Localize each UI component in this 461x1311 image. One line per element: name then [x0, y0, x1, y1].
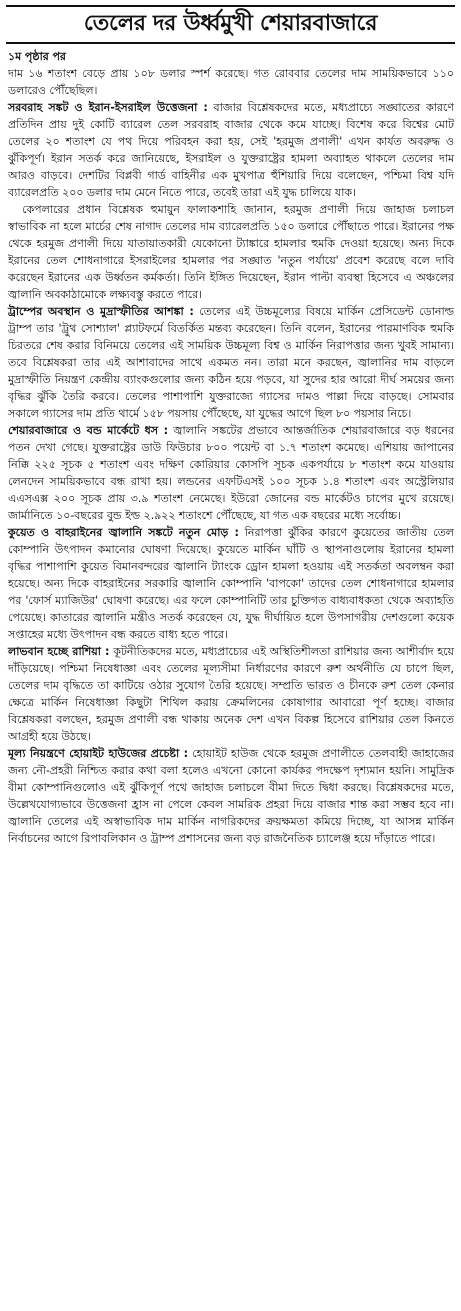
- paragraph-text: জ্বালানি সঙ্কটের প্রভাবে আন্তর্জাতিক শেয়ারবাজারে বড় ধরনের পতন দেখা গেছে। যুক্তরাষ্ট্রের ডাউ ফিউচার ৮০০ পয়েন্ট বা ১.৭ শতাংশ কমেছে। এশিয়ায় জাপানের নিক্কি ২২৫ সূচক ৫ শতাংশ এবং দক্ষিণ কোরিয়ার কোসপি সূচক একপর্যায়ে ৮ শতাংশ কমে যাওয়ায় লেনদেন সাময়িকভাবে বন্ধ রাখা হয়। লন্ডনের এফটিএসই ১০০ সূচক ১.৪ শতাংশ এবং অস্ট্রেলিয়ার এএসএক্স ২০০ সূচক প্রায় ৩.৯ শতাংশ নেমেছে। ইউরো জোনের বন্ড মার্কেটও চাপের মুখে রয়েছে। জার্মানিতে ১০-বছরের বুন্ড ইল্ড ২.৯২২ শতাংশে পৌঁছেছে, যা গত এক বছরের মধ্যে সর্বোচ্চ।: [8, 424, 454, 522]
- subheading-market-crash: শেয়ারবাজারে ও বন্ড মার্কেটে ধস :: [8, 424, 168, 437]
- paragraph-text: কূটনীতিকদের মতে, মধ্যপ্রাচ্যের এই অস্থিতিশীলতা রাশিয়ার জন্য আশীর্বাদ হয়ে দাঁড়িয়েছে। পশ্চিমা নিষেধাজ্ঞা এবং তেলের মূল্যসীমা নির্ধারণের কারণে রুশ অর্থনীতি যে চাপে ছিল, তেলের দাম বৃদ্ধিতে তা কাটিয়ে ওঠার সুযোগ তৈরি হয়েছে। সম্প্রতি ভারত ও চীনকে রুশ তেল কেনার ক্ষেত্রে মার্কিন নিষেধাজ্ঞা কিছুটা শিথিল করায় ক্রেমলিনের কোষাগার আবারো পূর্ণ হচ্ছে। বাজার বিশ্লেষকরা বলছেন, হরমুজ প্রণালী বন্ধ থাকায় অনেক দেশ এখন বিকল্প হিসেবে রাশিয়ার তেল কিনতে আগ্রহী হয়ে উঠছে।: [8, 645, 454, 743]
- paragraph-text: কেপলারের প্রধান বিশ্লেষক হুমায়ুন ফালাকশাহি জানান, হরমুজ প্রণালী দিয়ে জাহাজ চলাচল স্বাভাবিক না হলে মার্চের শেষ নাগাদ তেলের দাম ব্যারেলপ্রতি ১৫০ ডলারে পৌঁছাতে পারে। ইরানের পক্ষ থেকে হরমুজ প্রণালী দিয়ে যাতায়াতকারী যেকোনো ট্যাঙ্কারে হামলার হুমকি দেওয়া হয়েছে। অন্য দিকে ইরানের তেল শোধনাগারে ইসরাইলের হামলার পর সঙ্ঘাত 'নতুন পর্যায়ে' প্রবেশ করেছে বলে দাবি করেছেন ইরানের এক উর্ধ্বতন কর্মকর্তা। তিনি ইঙ্গিত দিয়েছেন, ইরান পাল্টা ব্যবস্থা হিসেবে এ অঞ্চলের জ্বালানি অবকাঠামোকে লক্ষ্যবস্তু করতে পারে।: [8, 203, 454, 301]
- headline: তেলের দর উর্ধ্বমুখী শেয়ারবাজারে: [83, 11, 378, 36]
- subheading-russia: লাভবান হচ্ছে রাশিয়া :: [8, 645, 110, 658]
- paragraph-supply-crisis: [8, 99, 454, 201]
- paragraph-text: তেলের এই উচ্চমূল্যের বিষয়ে মার্কিন প্রেসিডেন্ট ডোনাল্ড ট্রাম্প তার 'ট্রুথ সোশ্যাল' প্ল্যাটফর্মে বিতর্কিত মন্তব্য করেছেন। তিনি বলেন, ইরানের পারমাণবিক হুমকি চিরতরে শেষ করার বিনিময়ে তেলের এই সাময়িক উচ্চমূল্য বিশ্ব ও মার্কিন নিরাপত্তার জন্য খুবই সামান্য। তবে বিশ্লেষকরা তার এই আশাবাদের সাথে একমত নন। তারা মনে করছেন, জ্বালানির দাম বাড়লে মুদ্রাস্ফীতি নিয়ন্ত্রণ কেন্দ্রীয় ব্যাংকগুলোর জন্য কঠিন হয়ে পড়বে, যা সুদের হার আরো দীর্ঘ সময়ের জন্য বৃদ্ধির ঝুঁকি তৈরি করবে। তেলের পাশাপাশি যুক্তরাজ্যে গ্যাসের দামও পাল্লা দিয়ে বাড়ছে। সোমবার সকালে গ্যাসের দাম প্রতি থার্মে ১৫৮ পয়সায় পৌঁছেছে, যা যুদ্ধের আগে ছিল ৮০ পয়সার নিচে।: [8, 305, 455, 420]
- paragraph-text: হোয়াইট হাউজ থেকে হরমুজ প্রণালীতে তেলবাহী জাহাজের জন্য নৌ-প্রহরী নিশ্চিত করার কথা বলা হলেও এখনো কোনো কার্যকর পদক্ষেপ দৃশ্যমান হয়নি। সামুদ্রিক বীমা কোম্পানিগুলোও এই ঝুঁকিপূর্ণ পথে জাহাজ চলাচলে বীমা দিতে দ্বিধা করছে। বিশ্লেষকদের মতে, উল্লেখযোগ্যভাবে উত্তেজনা হ্রাস না পেলে কেবল সামরিক প্রহরা দিয়ে বাজার শান্ত করা সম্ভব হবে না। জ্বালানি তেলের এই অস্বাভাবিক দাম মার্কিন নাগরিকদের ক্রয়ক্ষমতা কমিয়ে দিচ্ছে, যা আসন্ন মার্কিন নির্বাচনের আগে রিপাবলিকান ও ট্রাম্প প্রশাসনের জন্য বড় রাজনৈতিক চ্যালেঞ্জ হয়ে দাঁড়াতে পারে।: [8, 747, 454, 845]
- article-body: [0, 48, 461, 847]
- paragraph-intro: [8, 65, 454, 99]
- paragraph-text: নিরাপত্তা ঝুঁকির কারণে কুয়েতের জাতীয় তেল কোম্পানি উৎপাদন কমানোর ঘোষণা দিয়েছে। কুয়েতে মার্কিন ঘাঁটি ও স্থাপনাগুলোয় ইরানের হামলা বৃদ্ধির পাশাপাশি কুয়েত বিমানবন্দরের জ্বালানি ট্যাংকে ড্রোন হামলা হওয়ায় এই সতর্কতা অবলম্বন করা হয়েছে। অন্য দিকে বাহরাইনের সরকারি জ্বালানি কোম্পানি 'বাপকো' তাদের তেল শোধনাগারে হামলার পর 'ফোর্স ম্যাজিউর' ঘোষণা করেছে। এর ফলে কোম্পানিটি তার চুক্তিগত বাধ্যবাধকতা থেকে অব্যাহতি পেয়েছে। কাতারের জ্বালানি মন্ত্রীও সতর্ক করেছেন যে, যুদ্ধ দীর্ঘায়িত হলে উপসাগরীয় দেশগুলো কয়েক সপ্তাহের মধ্যে উৎপাদন বন্ধ করতে বাধ্য হতে পারে।: [8, 526, 454, 641]
- subheading-supply-crisis: সরবরাহ সঙ্কট ও ইরান-ইসরাইল উত্তেজনা :: [8, 101, 208, 114]
- paragraph-market-crash: [8, 422, 454, 524]
- subheading-trump-inflation: ট্রাম্পের অবস্থান ও মুদ্রাস্ফীতির আশঙ্কা :: [8, 305, 194, 318]
- subheading-kuwait-bahrain: কুয়েত ও বাহরাইনের জ্বালানি সঙ্কটে নতুন মোড় :: [8, 526, 239, 539]
- subheading-white-house: মূল্য নিয়ন্ত্রণে হোয়াইট হাউজের প্রচেষ্টা :: [8, 747, 188, 760]
- continuation-note: ১ম পৃষ্ঠার পর: [8, 50, 66, 63]
- paragraph-russia: [8, 643, 454, 745]
- paragraph-kuwait-bahrain: [8, 524, 454, 643]
- paragraph-kpler-analyst: [8, 201, 454, 303]
- headline-banner: [6, 5, 455, 44]
- paragraph-text: দাম ১৬ শতাংশ বেড়ে প্রায় ১০৮ ডলার স্পর্শ করেছে। গত রোববার তেলের দাম সাময়িকভাবে ১১০ ডলারেও পৌঁছেছিল।: [8, 67, 454, 97]
- paragraph-trump-inflation: [8, 303, 454, 422]
- paragraph-white-house: [8, 745, 454, 847]
- paragraph-text: বাজার বিশ্লেষকদের মতে, মধ্যপ্রাচ্যে সঙ্ঘাতের কারণে প্রতিদিন প্রায় দুই কোটি ব্যারেল তেল সরবরাহ বাজার থেকে কমে যাচ্ছে। বিশেষ করে বিশ্বের মোট তেলের ২০ শতাংশ যে পথ দিয়ে পরিবহন করা হয়, সেই 'হরমুজ প্রণালী' এখন কার্যত অবরুদ্ধ ও ঝুঁকিপূর্ণ। ইরান সতর্ক করে জানিয়েছে, ইসরাইল ও যুক্তরাষ্ট্রের হামলা অব্যাহত থাকলে তেলের দাম আরও বাড়বে। দেশটির বিপ্লবী গার্ড বাহিনীর এক মুখপাত্র হুঁশিয়ারি দিয়ে বলেছেন, পশ্চিমা বিশ্ব যদি ব্যারেলপ্রতি ২০০ ডলার দাম মেনে নিতে পারে, তবেই তারা এই যুদ্ধ চালিয়ে যাক।: [8, 101, 454, 199]
